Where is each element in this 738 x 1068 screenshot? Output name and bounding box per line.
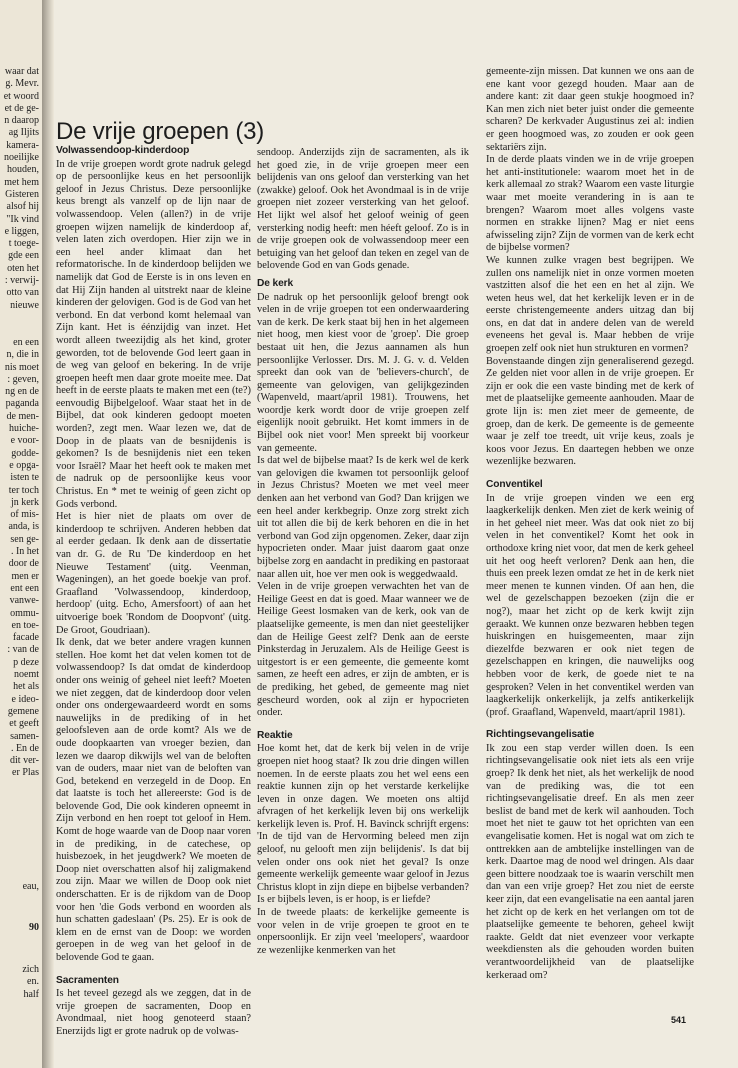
paragraph: Bovenstaande dingen zijn generaliserend gezegd. Ze gelden niet voor allen in de vrije groepen. Er zijn er ook die een vaste binding met de kerk of met de plaatselijke gemeente aanhouden. Maar de grote lijn is: men ziet meer de gemeente, de groep, dan de kerk. De gemeente is de gemeente waar je zelf toe treedt, uit vrije keus, zoals je koos voor Jezus. En daartegen hebben we onze wezenlijke bezwaren. [486,355,694,468]
facing-page-fragments-middle: en een n, die in nis moet : geven, ng en de paganda de men- huiche- e voor- godde- e opga- isten te ter toch jn kerk of mis- anda, is sen ge- . In het door de men er ent een vanwe- ommu- en toe- facade : van de p deze noemt het als e ideo- gemene et geeft samen- . En de dit ver- [4,337,39,767]
paragraph: Is het teveel gezegd als we zeggen, dat in de vrije groepen de sacramenten, Doop en Avondmaal, niet hoog genoteerd staan? Enerzijds ligt er grote nadruk op de volwas- [56,988,251,1037]
paragraph: sendoop. Anderzijds zijn de sacramenten, als ik het goed zie, in de vrije groepen meer een belijdenis van ons geloof dan versterking van het (zwakke) geloof. Ook het Avondmaal is in de vrije groepen niet zozeer versterking van het geloof. Het lijkt wel alsof het geloof weinig of geen versterking nodig heeft: men héeft geloof. Zo is in de vrije groepen ook de volwassendoop meer een betuiging van het geloof dan teken en zegel van de belovende God en van Gods genade. [257,147,469,272]
paragraph: Ik denk, dat we beter andere vragen kunnen stellen. Hoe komt het dat velen komen tot de volwassendoop? Is dat omdat de kinderdoop onder ons weinig of geheel niet leeft? Moeten we niet zeggen, dat de kinderdoop door velen onder ons ondergewaardeerd wordt en soms nauwelijks in de prediking of in het geloofsleven aan de orde komt? Als we de oude doopkaarten van vroeger bezien, dan lezen we daarop dikwijls wel van de beloften van de ouders, maar niet van de beloften van God, betekend en verzegeld in de Doop. En dat laatste is toch het allereerste: God is de belovende God, Die ook kinderen opneemt in Zijn verbond en hen roept tot geloof in Hem. Komt de hoge waarde van de Doop naar voren in de prediking, in de catechese, op huisbezoek, in het jeugdwerk? We moeten de Doop niet overschatten alsof hij zaligmakend zou zijn. Maar we willen de Doop ook niet onderschatten. Er is de rijkdom van de Doop voor hen 'die Gods verbond en woorden als hun schatten gadeslaan' (Ps. 25). Er is ook de klem en de ernst van de Doop: we worden geroepen in de weg van het geloof in de belovende God te gaan. [56,637,251,963]
facing-page-number-fragment: 90 [29,922,39,933]
paragraph: gemeente-zijn missen. Dat kunnen we ons aan de ene kant voor gezegd houden. Maar aan de andere kant: zit daar geen stukje hoogmoed in? Kan men zich niet beter juist onder die gemeente scharen? De kerkvader Augustinus zei al: indien er geen hoogmoed was, zo zouden er ook geen sektariërs zijn. [486,66,694,153]
paragraph: Ik zou een stap verder willen doen. Is een richtingsevangelisatie ook niet iets als een vrije groep? Ik denk het niet, als het werkelijk de nood van de prediking was, die tot een richtingsevangelisatie dreef. En als men zeer beslist de band met de kerk wil aanhouden. Toch moet het niet te gauw tot het oprichten van een evangelisatie komen. Het is nogal wat om zich te onttrekken aan de ambtelijke instellingen van de kerk. Daartoe mag de nood wel dringen. Als daar geen bittere noodzaak toe is waarin verschilt men dan van een vrije groep? Het zou niet de eerste keer zijn, dat een evangelisatie na een aantal jaren het zicht op de kerk en het verlangen om tot de plaatselijke gemeente te behoren, geheel kwijt raakte. Geldt dat niet evenzeer voor verkapte weekdiensten als die gehouden worden buiten verantwoordelijkheid van de plaatselijke kerkeraad om? [486,742,694,981]
column-3 [486,66,694,982]
paragraph: In de derde plaats vinden we in de vrije groepen het anti-institutionele: waarom moet het in de kerk allemaal zo strak? Waarom een vaste liturgie waar met moeite verandering in is aan te brengen? Waarom moet alles volgens vaste normen en strakke lijnen? Mag er niet eens afwisseling zijn? Zijn de vormen van de kerk echt de bijbelse vormen? [486,154,694,254]
section-heading: Conventikel [486,479,543,490]
section-heading: Richtingsevangelisatie [486,729,595,741]
column-2 [257,147,469,957]
article-title: De vrije groepen (3) [56,118,265,145]
section-heading: Reaktie [257,729,293,741]
paragraph: Het is hier niet de plaats om over de kinderdoop te schrijven. Anderen hebben dat al eerder gedaan. Ik denk aan de dissertatie van dr. G. de Ru 'De kinderdoop en het Nieuwe Testament' (uitg. Veenman, Wageningen), an het goede boekje van prof. Graafland 'Volwassendoop, kinderdoop, herdoop' (uitg. Echo, Amersfoort) of aan het uitvoerige boek 'Rondom de Doopvont' (uitg. De Groot, Goudriaan). [56,511,251,636]
book-gutter [42,0,54,1068]
paragraph: In de vrije groepen wordt grote nadruk gelegd op de persoonlijke keus en het persoonlijk geloof in Jezus Christus. Deze persoonlijke keus brengt als vanzelf op de lijn naar de volwassendoop. Velen (allen?) in de vrije groepen wijzen namelijk de kinderdoop af, velen laten zich overdopen. Hier zijn we in een heel ander klimaat dan het reformatorische. In de kinderdoop belijden we namelijk dat God de Eerste is in ons leven en dat Hij Zijn handen al uitstrekt naar de kleine kinderen der gelovigen. God is de God van het verbond. En dat verbond komt helemaal van Zijn kant. Het is éénzijdig van inzet. Het wordt alleen tweezijdig als het kind, groter geworden, tot de belovende God leert gaan in de weg van geloof en bekering. In de vrije groepen heeft men daar grote moeite mee. Dat heeft in de eerste plaats te maken met een (te?) eenvoudig Bijbelgeloof. Waar staat het in de Bijbel, dat ook kinderen gedoopt moeten worden?, zegt men. Waar lezen we, dat de Doop in de plaats van de besnijdenis is gekomen? Is de besnijdenis niet een teken voor Israël? Maar het heeft ook te maken met de nadruk op de persoonlijke keus voor Christus. En * met te weinig of geen zicht op Gods verbond. [56,158,251,510]
facing-page-fragments-last: zich en. half [22,964,39,1000]
page-number: 541 [671,1015,687,1025]
paragraph: Is dat wel de bijbelse maat? Is de kerk wel de kerk van gelovigen die kwamen tot persoonlijk geloof in Jezus Christus? Moeten we met veel meer denken aan het verbond van God? Dan krijgen we een heel ander kerkbegrip. Onze zorg strekt zich uit tot allen die bij de kerk behoren en die in het verbond van God zijn opgenomen. Zeker, daar zijn hypocrieten onder. Maar juist daarom gaat onze bijbelse zorg en aandacht in prediking en pastoraat naar allen uit, hoe ver men ook is weggedwaald. [257,455,469,580]
paragraph: In de tweede plaats: de kerkelijke gemeente is voor velen in de vrije groepen te groot en te onpersoonlijk. Er zijn veel 'meelopers', waardoor ze wezenlijke kenmerken van het [257,907,469,956]
facing-page-edge [0,0,43,1068]
paragraph: Velen in de vrije groepen verwachten het van de Heilige Geest en dat is goed. Maar wanneer we de Heilige Geest losmaken van de kerk, ook van de plaatselijke gemeente, is men dan niet geestelijker dan de Heilige Geest zelf? Denk aan de eerste Pinksterdag in Jeruzalem. Als de Heilige Geest is uitgestort is er een gemeente, die gemeente komt samen, ze heeft een adres, er zijn de ambten, er is de prediking, het gebed, de gemeente mag niet gescheurd worden, ook al zijn er hypocrieten onder. [257,581,469,719]
facing-page-fragments-top: waar dat g. Mevr. et woord et de ge- n daarop ag Iljits kamera- noeilijke houden, met hem Gisteren alsof hij "Ik vind e liggen, t toege- gde een oten het : verwij- otto van nieuwe [3,66,39,311]
section-heading: Sacramenten [56,974,119,986]
paragraph: We kunnen zulke vragen best begrijpen. We zullen ons namelijk niet in onze vormen moeten vastzitten alsof die het een en het al zijn. We weten heus wel, dat het kerkelijk leven er in de eerste christengemeente anders uitzag dan bij ons, en dat dat in andere delen van de wereld eveneens het geval is. Maar hebben de vrije groepen zelf ook niet hun strukturen en vormen? [486,254,694,355]
article-page [54,0,738,1068]
facing-page-fragments-bottom: eau, [22,881,39,892]
paragraph: Hoe komt het, dat de kerk bij velen in de vrije groepen niet hoog staat? Ik zou drie dingen willen noemen. In de eerste plaats zou het wel eens een reaktie kunnen zijn op het verstarde kerkelijke leven in onze dagen. We moeten ons altijd afvragen of het kerkelijk leven bij ons werkelijk kerkelijk leven is. Prof. H. Bavinck schrijft ergens: 'In de tijd van de Hervorming beleed men zijn geloof, nu gelooft men zijn belijdenis'. Is dat bij velen onder ons ook niet het geval? Is onze gemeente werkelijk gemeente waar geloof in Jezus Christus klopt in zijn diepe en bijbelse verbanden? Is er bijbels leven, is er hoop, is er liefde? [257,743,469,906]
section-heading: De kerk [257,277,294,289]
paragraph: In de vrije groepen vinden we een erg laagkerkelijk denken. Men ziet de kerk weinig of in het geheel niet meer. Was dat ook niet zo bij velen in het conventikel? Komt het ook in orthodoxe kring niet voor, dat men de kerk geheel uit het oog heeft verloren? Denk aan hen, die thuis een preek lezen omdat ze het in de kerk niet meer menen te kunnen vinden. Of aan hen, die wel de gezelschappen bezoeken (zijn die er nog?), maar het zicht op de kerk kwijt zijn geraakt. We kunnen onze bezwaren hebben tegen huiskringen en huisgemeenten, maar zijn diezelfde bezwaren er ook niet tegen de gezelschappen en kringen, die nauwelijks oog hebben voor de kerk, de goede niet te na gesproken? Velen in het conventikel werden van laagkerkelijk onkerkelijk, ja zelfs antikerkelijk (prof. Graafland, Wapenveld, maart/april 1981). [486,492,694,718]
paragraph: De nadruk op het persoonlijk geloof brengt ook velen in de vrije groepen tot een onderwaardering van de kerk. De kerk staat bij hen in het algemeen niet hoog, men kiest voor de 'groep'. Die groep bestaat uit hen, die Jezus aannamen als hun persoonlijke Verlosser. Drs. M. J. G. v. d. Velden spreekt dan ook van de 'believers-church', de gemeente van gelovigen, van gelijkgezinden (Wapenveld, maart/april 1981). Trouwens, het woordje kerk wordt door de vrije groepen zelf eigenlijk nooit gebruikt. Het komt immers in de Bijbel ook niet voor! Men spreekt bij voorkeur van gemeente. [257,291,469,454]
section-heading: Volwassendoop-kinderdoop [56,145,190,156]
facing-page-footer-label: er Plas [12,767,39,778]
column-1 [56,145,251,1039]
